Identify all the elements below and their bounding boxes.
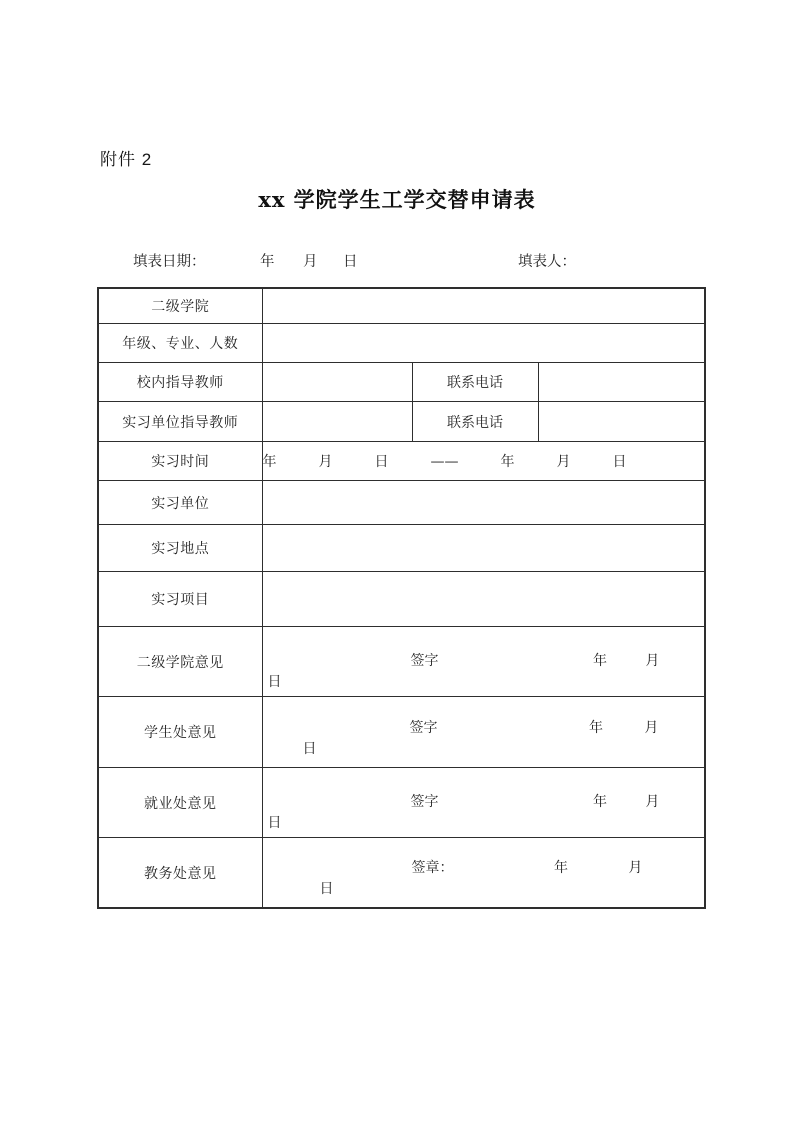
month-label: 月 — [644, 720, 659, 736]
fill-date-day: 日 — [343, 254, 358, 270]
table-row — [98, 288, 705, 324]
signature-line — [267, 651, 705, 672]
table-row — [98, 572, 705, 627]
college-label: 二级学院 — [98, 288, 262, 324]
form-title: xx 学院学生工学交替申请表 — [258, 187, 536, 212]
practice-place-value-cell[interactable] — [262, 525, 705, 572]
practice-time-label: 实习时间 — [98, 442, 262, 481]
practice-unit-label: 实习单位 — [98, 481, 262, 525]
school-advisor-phone-label: 联系电话 — [412, 363, 538, 402]
sign-label: 签字 — [410, 794, 439, 810]
filler-label: 填表人： — [518, 254, 576, 270]
table-row — [98, 768, 705, 838]
grade-major-count-value-cell[interactable] — [262, 324, 705, 363]
fill-date-month: 月 — [303, 254, 318, 270]
header-line — [0, 250, 794, 270]
practice-place-label: 实习地点 — [98, 525, 262, 572]
table-row — [98, 363, 705, 402]
employment-office-opinion-cell[interactable] — [262, 768, 705, 838]
table-row — [98, 324, 705, 363]
practice-project-value-cell[interactable] — [262, 572, 705, 627]
employment-office-opinion-label: 就业处意见 — [98, 768, 262, 838]
table-row — [98, 525, 705, 572]
month-label: 月 — [645, 794, 660, 810]
signature-line — [267, 718, 705, 760]
signature-line — [267, 792, 705, 813]
student-office-opinion-cell[interactable] — [262, 697, 705, 768]
application-form-table — [97, 287, 706, 909]
table-row — [98, 402, 705, 442]
college-opinion-label: 二级学院意见 — [98, 627, 262, 697]
academic-office-opinion-label: 教务处意见 — [98, 838, 262, 909]
table-row — [98, 481, 705, 525]
day-label: 日 — [267, 674, 282, 690]
practice-unit-value-cell[interactable] — [262, 481, 705, 525]
unit-advisor-phone-value-cell[interactable] — [538, 402, 705, 442]
school-advisor-phone-value-cell[interactable] — [538, 363, 705, 402]
seal-label: 签章： — [411, 860, 454, 876]
year-label: 年 — [553, 860, 568, 876]
year-label: 年 — [592, 794, 607, 810]
sign-label: 签字 — [410, 653, 439, 669]
school-advisor-value-cell[interactable] — [262, 363, 412, 402]
fill-date-label: 填表日期： — [133, 254, 206, 270]
attachment-label: 附件 2 — [100, 150, 153, 169]
grade-major-count-label: 年级、专业、人数 — [98, 324, 262, 363]
month-label: 月 — [645, 653, 660, 669]
table-row — [98, 442, 705, 481]
fill-date-year: 年 — [260, 254, 275, 270]
sign-label: 签字 — [409, 720, 438, 736]
signature-line — [267, 858, 705, 900]
year-label: 年 — [592, 653, 607, 669]
school-advisor-label: 校内指导教师 — [98, 363, 262, 402]
day-label: 日 — [302, 741, 317, 757]
college-value-cell[interactable] — [262, 288, 705, 324]
student-office-opinion-label: 学生处意见 — [98, 697, 262, 768]
day-label: 日 — [267, 815, 282, 831]
month-label: 月 — [628, 860, 643, 876]
unit-advisor-value-cell[interactable] — [262, 402, 412, 442]
practice-time-value-cell[interactable]: 年 月 日 —— 年 月 日 — [262, 442, 705, 481]
practice-project-label: 实习项目 — [98, 572, 262, 627]
year-label: 年 — [588, 720, 603, 736]
college-opinion-cell[interactable] — [262, 627, 705, 697]
day-label: 日 — [319, 881, 334, 897]
table-row — [98, 697, 705, 768]
unit-advisor-label: 实习单位指导教师 — [98, 402, 262, 442]
academic-office-opinion-cell[interactable] — [262, 838, 705, 909]
table-row — [98, 627, 705, 697]
unit-advisor-phone-label: 联系电话 — [412, 402, 538, 442]
table-row — [98, 838, 705, 909]
